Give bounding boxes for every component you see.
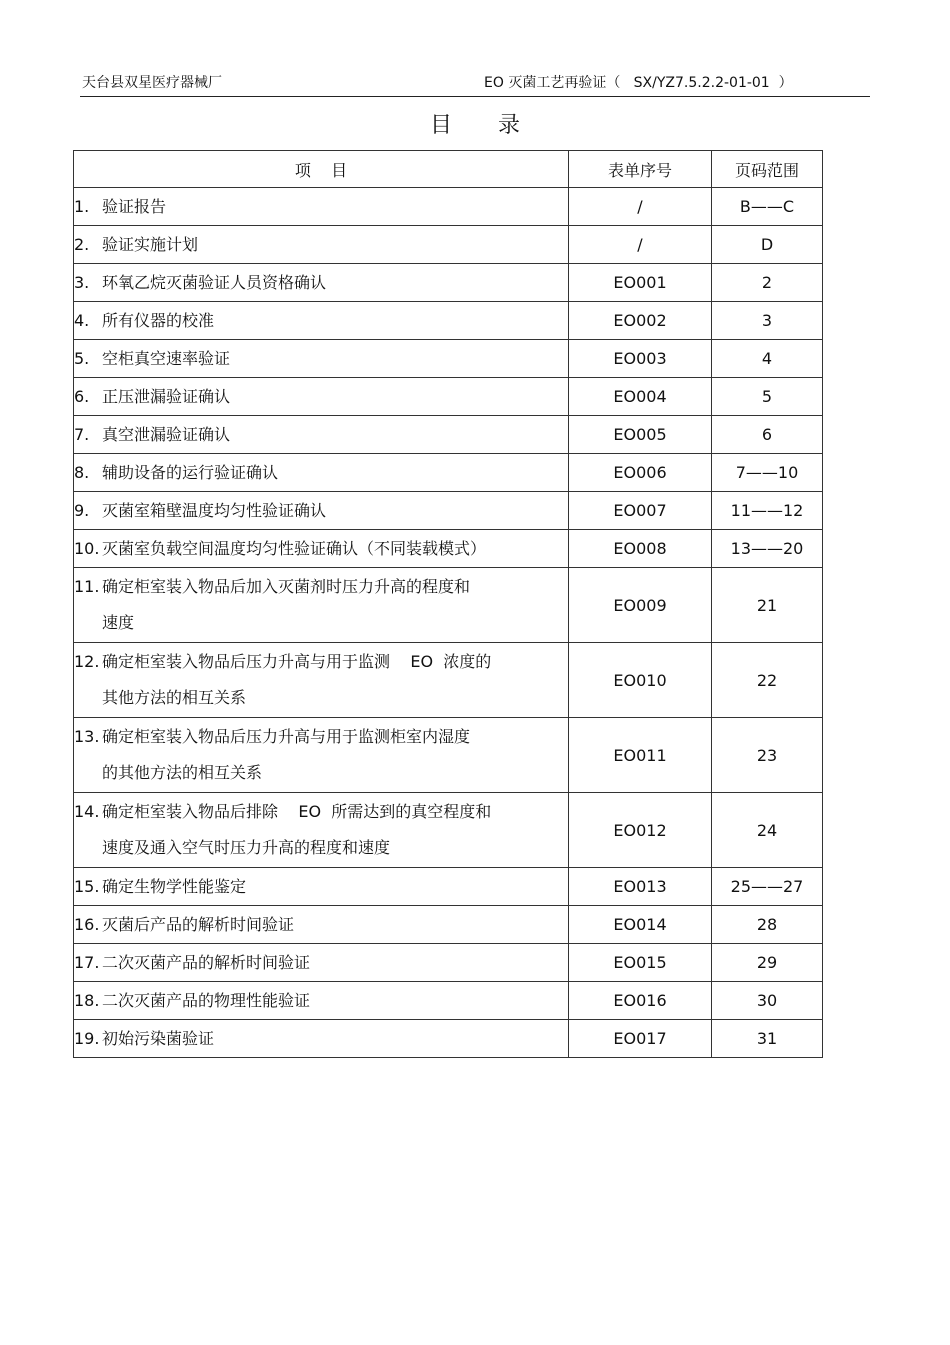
item-number: 14. <box>74 802 100 821</box>
table-row <box>74 416 823 454</box>
table-row <box>74 982 823 1020</box>
item-title: 灭菌后产品的解析时间验证 <box>102 915 295 934</box>
item-cell <box>74 868 569 906</box>
page-range-cell: 25——27 <box>712 868 823 906</box>
table-row <box>74 944 823 982</box>
page-range-cell: B——C <box>712 188 823 226</box>
item-number: 3. <box>74 273 90 292</box>
item-number: 19. <box>74 1029 100 1048</box>
item-number: 7. <box>74 425 90 444</box>
item-title: 所有仪器的校准 <box>102 311 215 330</box>
item-cell <box>74 568 569 643</box>
table-row <box>74 530 823 568</box>
table-row <box>74 1020 823 1058</box>
table-row <box>74 643 823 718</box>
form-number-cell: EO011 <box>569 718 712 793</box>
item-cell <box>74 302 569 340</box>
item-number: 8. <box>74 463 90 482</box>
item-number: 4. <box>74 311 90 330</box>
item-title: 灭菌室箱壁温度均匀性验证确认 <box>102 501 327 520</box>
form-number-cell: / <box>569 226 712 264</box>
item-cell <box>74 944 569 982</box>
item-number: 2. <box>74 235 90 254</box>
table-row <box>74 302 823 340</box>
item-cell <box>74 718 569 793</box>
header-document-id: EO 灭菌工艺再验证（ SX/YZ7.5.2.2-01-01 ） <box>484 75 793 91</box>
item-number: 16. <box>74 915 100 934</box>
item-cell <box>74 226 569 264</box>
form-number-cell: EO010 <box>569 643 712 718</box>
form-number-cell: EO002 <box>569 302 712 340</box>
item-number: 18. <box>74 991 100 1010</box>
item-title: 二次灭菌产品的物理性能验证 <box>102 991 311 1010</box>
item-number: 1. <box>74 197 90 216</box>
item-cell <box>74 530 569 568</box>
form-number-cell: EO004 <box>569 378 712 416</box>
item-cell <box>74 643 569 718</box>
toc-table <box>73 150 823 1058</box>
item-title: 确定柜室装入物品后压力升高与用于监测柜室内湿度 的其他方法的相互关系 <box>102 727 471 782</box>
table-row <box>74 568 823 643</box>
page-range-cell: 4 <box>712 340 823 378</box>
form-number-cell: EO015 <box>569 944 712 982</box>
item-title: 初始污染菌验证 <box>102 1029 215 1048</box>
item-cell <box>74 793 569 868</box>
page-range-cell: 31 <box>712 1020 823 1058</box>
page-range-cell: 5 <box>712 378 823 416</box>
table-row <box>74 264 823 302</box>
toc-body <box>74 188 823 1058</box>
item-number: 13. <box>74 727 100 746</box>
item-number: 15. <box>74 877 100 896</box>
item-title: 灭菌室负载空间温度均匀性验证确认（不同装载模式） <box>102 539 487 558</box>
form-number-cell: EO013 <box>569 868 712 906</box>
item-title: 确定柜室装入物品后加入灭菌剂时压力升高的程度和 速度 <box>102 577 471 632</box>
form-number-cell: EO012 <box>569 793 712 868</box>
item-cell <box>74 454 569 492</box>
item-cell <box>74 378 569 416</box>
item-title: 空柜真空速率验证 <box>102 349 231 368</box>
table-row <box>74 868 823 906</box>
table-row <box>74 793 823 868</box>
toc-header-row <box>74 151 823 188</box>
item-title: 二次灭菌产品的解析时间验证 <box>102 953 311 972</box>
table-row <box>74 906 823 944</box>
form-number-cell: EO014 <box>569 906 712 944</box>
header-divider <box>80 96 870 97</box>
form-number-cell: EO016 <box>569 982 712 1020</box>
item-title: 确定柜室装入物品后压力升高与用于监测 EO 浓度的 其他方法的相互关系 <box>102 652 492 707</box>
form-number-cell: EO009 <box>569 568 712 643</box>
page-range-cell: 6 <box>712 416 823 454</box>
item-cell <box>74 340 569 378</box>
item-number: 9. <box>74 501 90 520</box>
column-header-item: 项 目 <box>74 151 569 188</box>
page-range-cell: 3 <box>712 302 823 340</box>
item-number: 12. <box>74 652 100 671</box>
item-title: 环氧乙烷灭菌验证人员资格确认 <box>102 273 327 292</box>
form-number-cell: EO001 <box>569 264 712 302</box>
item-title: 验证报告 <box>102 197 167 216</box>
column-header-page-range: 页码范围 <box>712 151 823 188</box>
item-cell <box>74 1020 569 1058</box>
table-row <box>74 226 823 264</box>
item-title: 确定生物学性能鉴定 <box>102 877 247 896</box>
item-title: 确定柜室装入物品后排除 EO 所需达到的真空程度和 速度及通入空气时压力升高的程度和速度 <box>102 802 492 857</box>
table-row <box>74 340 823 378</box>
item-number: 17. <box>74 953 100 972</box>
item-cell <box>74 982 569 1020</box>
page-range-cell: D <box>712 226 823 264</box>
page-range-cell: 28 <box>712 906 823 944</box>
table-row <box>74 718 823 793</box>
form-number-cell: EO006 <box>569 454 712 492</box>
page-range-cell: 23 <box>712 718 823 793</box>
form-number-cell: EO017 <box>569 1020 712 1058</box>
item-number: 11. <box>74 577 100 596</box>
form-number-cell: EO007 <box>569 492 712 530</box>
item-title: 正压泄漏验证确认 <box>102 387 231 406</box>
table-row <box>74 188 823 226</box>
form-number-cell: EO003 <box>569 340 712 378</box>
item-number: 5. <box>74 349 90 368</box>
item-number: 6. <box>74 387 90 406</box>
form-number-cell: / <box>569 188 712 226</box>
page-title: 目录 <box>429 113 566 138</box>
item-cell <box>74 188 569 226</box>
page-range-cell: 22 <box>712 643 823 718</box>
page-range-cell: 2 <box>712 264 823 302</box>
page-range-cell: 11——12 <box>712 492 823 530</box>
table-row <box>74 378 823 416</box>
page-range-cell: 30 <box>712 982 823 1020</box>
item-title: 验证实施计划 <box>102 235 199 254</box>
item-cell <box>74 416 569 454</box>
item-cell <box>74 492 569 530</box>
item-title: 辅助设备的运行验证确认 <box>102 463 279 482</box>
page-range-cell: 21 <box>712 568 823 643</box>
form-number-cell: EO008 <box>569 530 712 568</box>
item-cell <box>74 264 569 302</box>
item-cell <box>74 906 569 944</box>
page-range-cell: 13——20 <box>712 530 823 568</box>
form-number-cell: EO005 <box>569 416 712 454</box>
page-range-cell: 24 <box>712 793 823 868</box>
header-company: 天台县双星医疗器械厂 <box>82 75 222 91</box>
item-number: 10. <box>74 539 100 558</box>
item-title: 真空泄漏验证确认 <box>102 425 231 444</box>
page-range-cell: 29 <box>712 944 823 982</box>
table-row <box>74 454 823 492</box>
table-row <box>74 492 823 530</box>
column-header-form-number: 表单序号 <box>569 151 712 188</box>
page-range-cell: 7——10 <box>712 454 823 492</box>
